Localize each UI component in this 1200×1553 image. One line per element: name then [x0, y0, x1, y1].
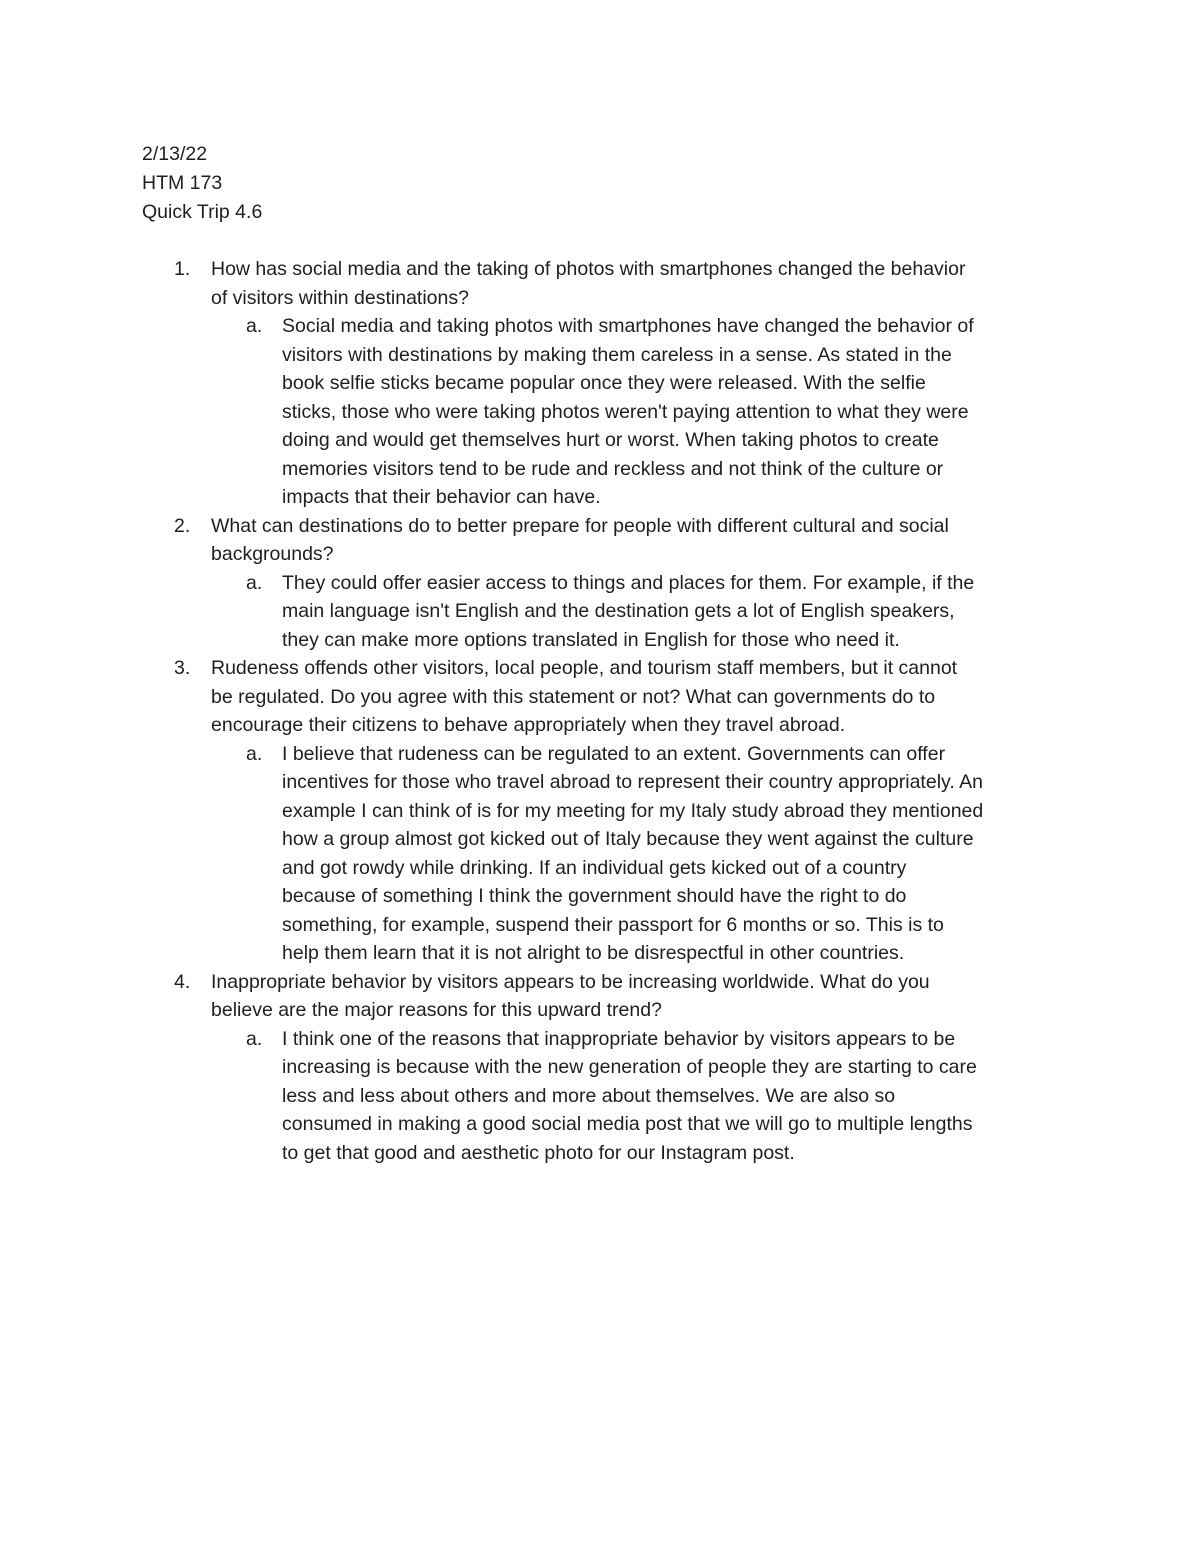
answer-line: help them learn that it is not alright to be disrespectful in other countries. [282, 942, 905, 964]
question-line: encourage their citizens to behave appropriately when they travel abroad. [211, 714, 846, 736]
question-line: believe are the major reasons for this upward trend? [211, 999, 662, 1021]
question-text [211, 654, 1071, 740]
question-3 [0, 654, 1200, 740]
assignment-title: Quick Trip 4.6 [142, 201, 263, 223]
answer-line: impacts that their behavior can have. [282, 486, 601, 508]
question-line: be regulated. Do you agree with this statement or not? What can governments do to [211, 685, 936, 708]
answer-letter: a. [246, 571, 263, 594]
question-line: Rudeness offends other visitors, local people, and tourism staff members, but it cannot [211, 657, 958, 679]
answer-line: memories visitors tend to be rude and reckless and not think of the culture or [282, 457, 944, 480]
question-1 [0, 255, 1200, 312]
answer-text [282, 1025, 1082, 1168]
question-line: of visitors within destinations? [211, 286, 469, 309]
answer-line: book selfie sticks became popular once they were released. With the selfie [282, 372, 926, 394]
answer-line: increasing is because with the new generation of people they are starting to care [282, 1056, 977, 1078]
answer-text [282, 740, 1082, 968]
question-4 [0, 968, 1200, 1025]
answer-line: consumed in making a good social media post that we will go to multiple lengths [282, 1113, 973, 1135]
answer-text [282, 569, 1082, 655]
question-number: 4. [174, 970, 191, 993]
answer-letter: a. [246, 315, 263, 337]
course-line: HTM 173 [142, 172, 223, 194]
answer-line: how a group almost got kicked out of Italy because they went against the culture [282, 828, 974, 850]
answer-line: something, for example, suspend their passport for 6 months or so. This is to [282, 913, 944, 936]
answer-line: visitors with destinations by making them careless in a sense. As stated in the [282, 343, 952, 366]
question-list [0, 255, 1200, 1167]
document-header [142, 140, 262, 227]
question-text [211, 512, 1071, 569]
answer-line: I think one of the reasons that inappropriate behavior by visitors appears to be [282, 1027, 956, 1050]
question-line: How has social media and the taking of photos with smartphones changed the behavior [211, 258, 966, 280]
answer-line: Social media and taking photos with smartphones have changed the behavior of [282, 315, 974, 337]
answer-line: sticks, those who were taking photos weren't paying attention to what they were [282, 400, 969, 423]
answer-line: to get that good and aesthetic photo for our Instagram post. [282, 1141, 795, 1164]
question-line: What can destinations do to better prepare for people with different cultural and social [211, 514, 949, 537]
answer-line: doing and would get themselves hurt or worst. When taking photos to create [282, 429, 939, 451]
answer-line: and got rowdy while drinking. If an individual gets kicked out of a country [282, 856, 907, 879]
question-line: backgrounds? [211, 543, 334, 565]
answer-line: I believe that rudeness can be regulated to an extent. Governments can offer [282, 742, 946, 765]
answer-line: they can make more options translated in English for those who need it. [282, 628, 900, 651]
question-number: 2. [174, 514, 191, 537]
answer-2 [0, 569, 1200, 655]
question-text [211, 255, 1071, 312]
answer-text [282, 312, 1082, 512]
question-line: Inappropriate behavior by visitors appears to be increasing worldwide. What do you [211, 970, 930, 993]
question-number: 3. [174, 657, 191, 679]
question-text [211, 968, 1071, 1025]
answer-letter: a. [246, 742, 263, 765]
answer-line: main language isn't English and the destination gets a lot of English speakers, [282, 600, 955, 622]
date-line: 2/13/22 [142, 143, 208, 165]
answer-1 [0, 312, 1200, 512]
answer-letter: a. [246, 1027, 263, 1050]
answer-4 [0, 1025, 1200, 1168]
answer-line: They could offer easier access to things and places for them. For example, if the [282, 571, 975, 594]
answer-line: incentives for those who travel abroad to represent their country appropriately. An [282, 771, 983, 793]
answer-line: because of something I think the government should have the right to do [282, 885, 907, 907]
answer-3 [0, 740, 1200, 968]
answer-line: example I can think of is for my meeting for my Italy study abroad they mentioned [282, 799, 984, 822]
question-2 [0, 512, 1200, 569]
question-number: 1. [174, 258, 191, 280]
answer-line: less and less about others and more about themselves. We are also so [282, 1084, 896, 1107]
